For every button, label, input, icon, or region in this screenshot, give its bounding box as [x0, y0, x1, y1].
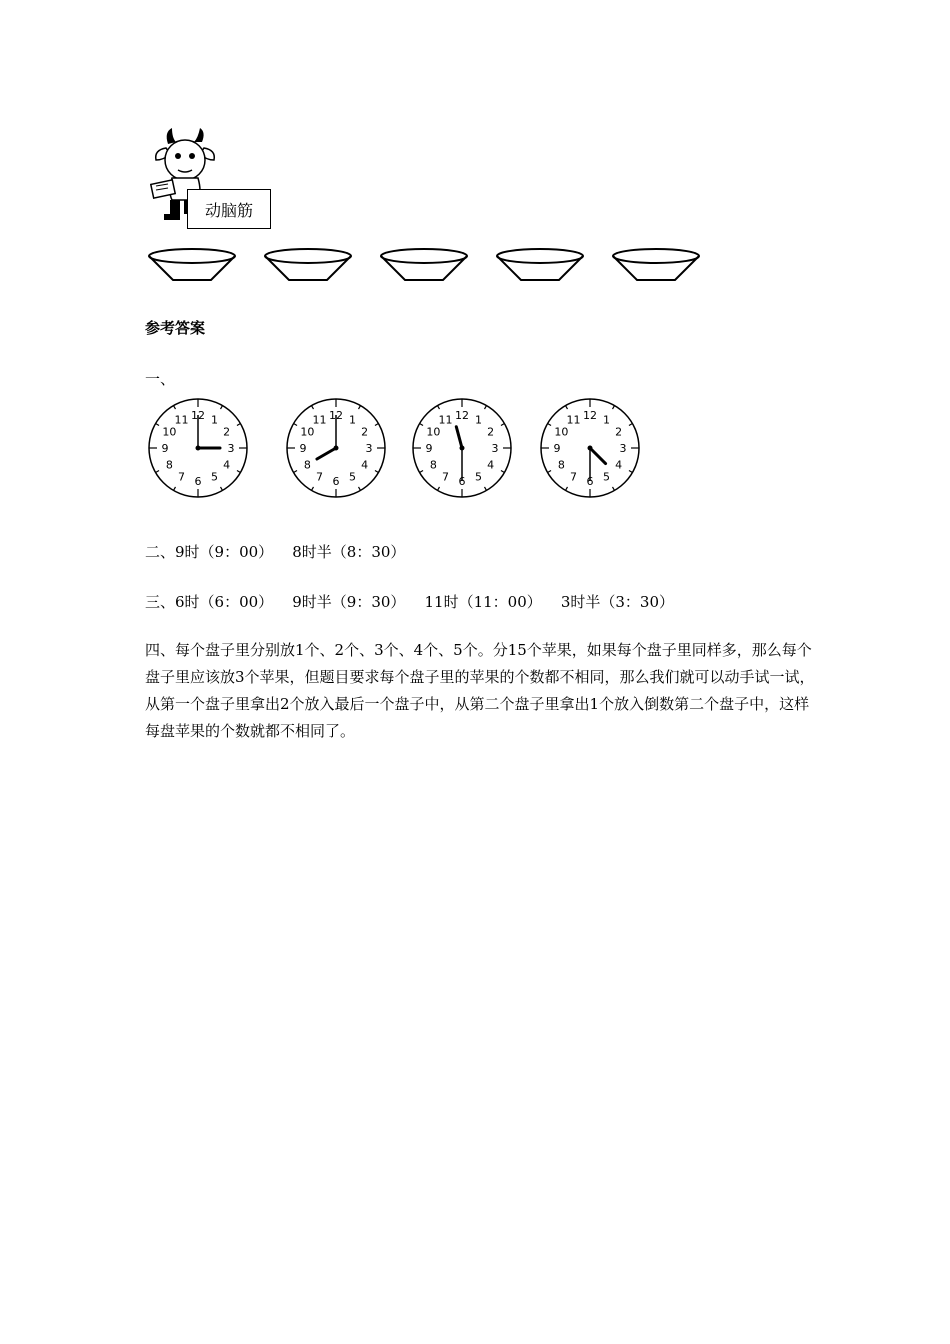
clock-number: 7 [316, 470, 323, 484]
clock-number: 7 [178, 470, 185, 484]
clock-number: 12 [455, 409, 469, 422]
clock-number: 8 [165, 458, 173, 472]
clock-number: 11 [312, 413, 327, 427]
clock-number: 10 [300, 425, 315, 439]
plate-icon [263, 247, 353, 283]
clock-number: 8 [429, 458, 437, 472]
clock-number: 9 [299, 442, 307, 455]
clock-number: 11 [438, 413, 453, 427]
clock-number: 10 [426, 425, 441, 439]
clock-number: 5 [603, 470, 610, 484]
brain-teaser-label: 动脑筋 [187, 189, 271, 229]
clock-number: 12 [329, 409, 343, 422]
clock-icon [145, 396, 251, 500]
clock-number: 8 [303, 458, 311, 472]
plate-icon [147, 247, 237, 283]
clock-number: 2 [223, 425, 231, 439]
clock-number: 6 [458, 475, 466, 488]
clock-number: 3 [619, 442, 627, 455]
question-1-label: 一、 [145, 370, 176, 388]
clock-number: 1 [349, 413, 356, 427]
clock-number: 3 [227, 442, 235, 455]
clock-number: 7 [570, 470, 577, 484]
answer-4: 四、每个盘子里分别放1个、2个、3个、4个、5个。分15个苹果，如果每个盘子里同样多，那么每个盘子里应该放3个苹果，但题目要求每个盘子里的苹果的个数都不相同，那么我们就可以动手试一试，从第一个盘子里拿出2个放入最后一个盘子中，从第二个盘子里拿出1个放入倒数第二个盘子中，这样每盘苹果的个数就都不相同了。 [145, 641, 815, 740]
clock-number: 6 [586, 475, 594, 488]
clock-icon [537, 396, 643, 500]
clock-number: 5 [349, 470, 356, 484]
clock-number: 1 [603, 413, 610, 427]
clock-number: 3 [365, 442, 373, 455]
clock-icon [409, 396, 515, 500]
clock-number: 9 [553, 442, 561, 455]
clock-number: 2 [615, 425, 623, 439]
clock-number: 1 [475, 413, 482, 427]
clock-number: 9 [161, 442, 169, 455]
clock-number: 6 [194, 475, 202, 488]
clock-number: 4 [487, 458, 495, 472]
clock-number: 4 [361, 458, 369, 472]
clock-number: 8 [557, 458, 565, 472]
clock-number: 11 [566, 413, 581, 427]
plate-icon [611, 247, 701, 283]
clock-number: 10 [162, 425, 177, 439]
clock-number: 1 [211, 413, 218, 427]
answers-heading: 参考答案 [145, 319, 206, 337]
clock-number: 10 [554, 425, 569, 439]
clock-number: 11 [174, 413, 189, 427]
clock-number: 12 [191, 409, 205, 422]
clock-number: 6 [332, 475, 340, 488]
clock-number: 5 [475, 470, 482, 484]
clock-icon [283, 396, 389, 500]
answer-2: 二、9时（9：00） 8时半（8：30） [145, 543, 406, 561]
plate-icon [495, 247, 585, 283]
clock-number: 2 [361, 425, 369, 439]
clock-number: 4 [615, 458, 623, 472]
clock-number: 5 [211, 470, 218, 484]
plate-icon [379, 247, 469, 283]
clock-number: 7 [442, 470, 449, 484]
clock-number: 2 [487, 425, 495, 439]
clock-number: 12 [583, 409, 597, 422]
clock-number: 9 [425, 442, 433, 455]
clock-number: 3 [491, 442, 499, 455]
clock-number: 4 [223, 458, 231, 472]
answer-3: 三、6时（6：00） 9时半（9：30） 11时（11：00） 3时半（3：30） [145, 593, 675, 611]
